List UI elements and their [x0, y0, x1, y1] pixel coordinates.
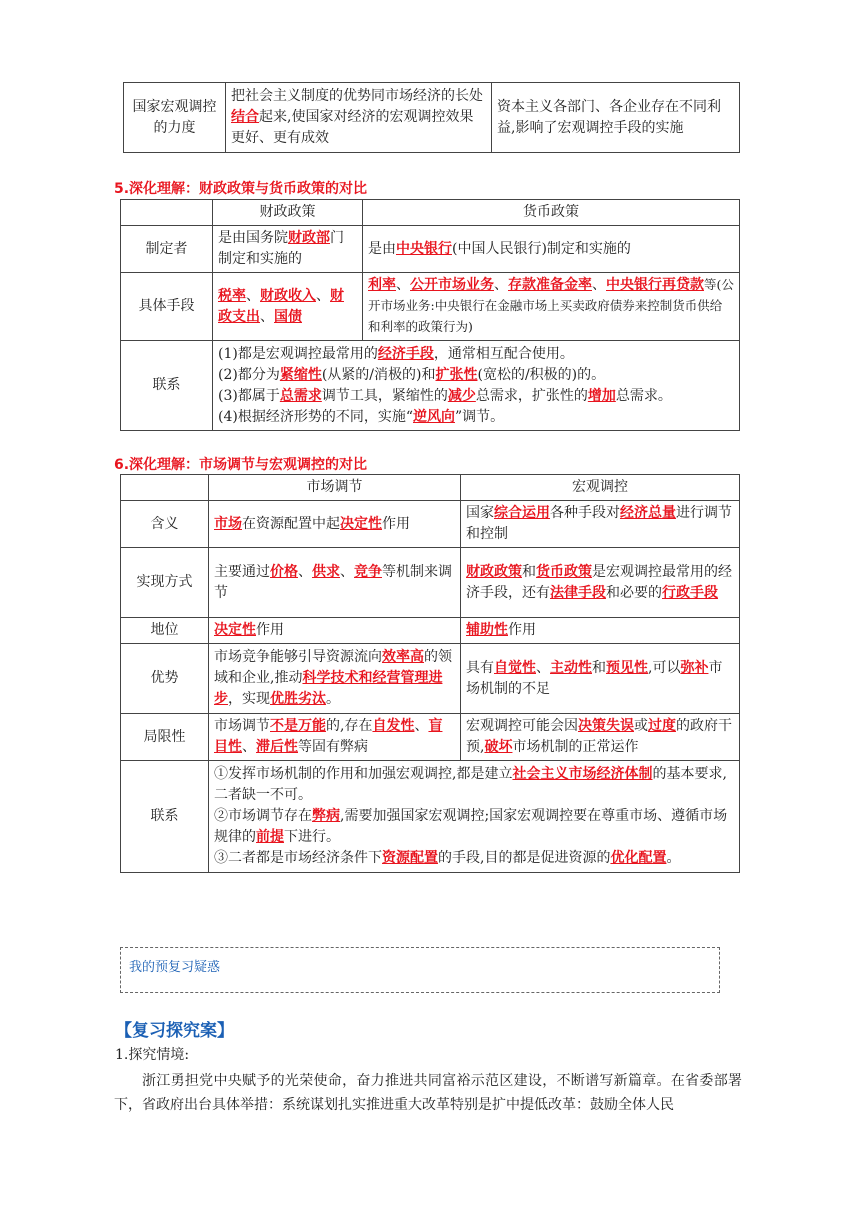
link-line-1: [214, 764, 734, 806]
cell: [461, 714, 740, 761]
keyword: 财政部: [288, 230, 330, 246]
text: 、: [494, 277, 508, 293]
keyword: 盲目性: [214, 718, 443, 755]
text: ,需要加强国家宏观调控;国家宏观调控要在尊重市场、遵循市场规律的: [214, 808, 728, 845]
text: 的政府干预,: [466, 718, 732, 755]
cell: [461, 501, 740, 548]
text: ”调节。: [455, 408, 505, 425]
table-row: [121, 618, 740, 644]
keyword: 经济总量: [620, 505, 676, 521]
text: 是宏观调控最常用的经济手段，还有: [466, 563, 732, 601]
keyword: 滞后性: [256, 739, 298, 755]
intensity-comparison-table: [123, 82, 740, 153]
keyword: 总需求: [279, 387, 322, 404]
text: 具有: [466, 659, 494, 676]
text: 作用: [382, 515, 410, 532]
situation-paragraph: 浙江勇担党中央赋予的光荣使命，奋力推进共同富裕示范区建设，不断谱写新篇章。在省委部署下，省政府出台具体举措：系统谋划扎实推进重大改革特别是扩中提低改革：鼓励全体人民: [114, 1073, 742, 1113]
text: 门制定和实施的: [218, 230, 344, 267]
row-label: 联系: [121, 761, 209, 873]
text: 调节工具，紧缩性的: [321, 387, 448, 404]
text: 。: [666, 850, 681, 866]
keyword: 科学技术和经营管理进步: [214, 670, 443, 707]
table-row: [121, 501, 740, 548]
link-line-2: [214, 806, 734, 848]
header-empty: [121, 475, 209, 501]
text: ③二者都是市场经济条件下: [214, 850, 382, 866]
keyword: 综合运用: [494, 505, 550, 521]
cell: [209, 618, 461, 644]
keyword: 市场: [214, 515, 242, 532]
text: 的基本要求,二者缺一不可。: [214, 766, 727, 803]
keyword: 逆风向: [413, 408, 455, 425]
cell: [363, 273, 740, 341]
text: 作用: [256, 622, 284, 638]
fiscal-monetary-table: [120, 199, 740, 431]
keyword: 中央银行: [396, 240, 452, 257]
row-label: 具体手段: [121, 273, 213, 341]
table-row: [121, 644, 740, 714]
text: 、: [592, 277, 606, 293]
row-label: 实现方式: [121, 548, 209, 618]
text: 、: [316, 287, 330, 304]
keyword: 决策失误: [578, 718, 634, 734]
keyword: 供求: [312, 563, 340, 580]
text: 的手段,目的都是促进资源的: [438, 850, 611, 866]
situation-label: 1.探究情境:: [115, 1047, 190, 1063]
keyword: 存款准备金率: [508, 277, 592, 293]
keyword: 效率高: [382, 649, 424, 665]
row-label: 局限性: [121, 714, 209, 761]
text: 国家: [466, 505, 494, 521]
market-macro-table: [120, 474, 740, 873]
table-row: [121, 714, 740, 761]
text: 的领域和企业,推动: [214, 649, 452, 686]
text: 把社会主义制度的优势同市场经济的长处: [231, 88, 483, 104]
text: 和必要的: [606, 584, 662, 601]
keyword: 税率: [218, 287, 246, 304]
table-header-row: [121, 200, 740, 226]
keyword: 破坏: [484, 739, 513, 755]
text: (中国人民银行)制定和实施的: [452, 240, 631, 257]
keyword: 货币政策: [536, 563, 592, 580]
text: 等固有弊病: [298, 739, 368, 755]
keyword: 社会主义市场经济体制: [512, 766, 653, 782]
keyword: 资源配置: [382, 850, 438, 866]
text: 下进行。: [284, 829, 340, 845]
text: 、: [396, 277, 410, 293]
text: 、: [414, 718, 429, 734]
row-header: 国家宏观调控的力度: [124, 83, 226, 153]
header-empty: [121, 200, 213, 226]
table-row: [121, 548, 740, 618]
keyword: 财政收入: [260, 287, 316, 304]
pre-review-doubt-box[interactable]: [120, 947, 720, 993]
text: (宽松的/积极的)的。: [477, 366, 606, 383]
text: 市场机制的不足: [466, 659, 723, 697]
text: ①发挥市场机制的作用和加强宏观调控,都是建立: [214, 766, 513, 782]
text: 作用: [508, 622, 536, 638]
table-row: [121, 273, 740, 341]
cell: [461, 644, 740, 714]
text: 在资源配置中起: [242, 515, 340, 532]
keyword: 经济手段: [377, 345, 434, 362]
text: 是由国务院: [218, 230, 288, 246]
link-line-4: [218, 407, 734, 428]
text: (2)都分为: [218, 366, 280, 383]
keyword: 弊病: [312, 808, 340, 824]
row-label: 制定者: [121, 226, 213, 273]
keyword: 自觉性: [494, 659, 536, 676]
cell: [209, 548, 461, 618]
text: 、: [260, 308, 274, 325]
text: (从紧的/消极的)和: [321, 366, 436, 383]
cell: [363, 226, 740, 273]
text: 市场竞争能够引导资源流向: [214, 649, 382, 665]
text: 起来,使国家对经济的宏观调控效果更好、更有成效: [231, 109, 474, 146]
text: ，实现: [228, 691, 270, 707]
text: 的,存在: [326, 718, 373, 734]
header-macro: 宏观调控: [461, 475, 740, 501]
text: 市场调节: [214, 718, 270, 734]
table-header-row: [121, 475, 740, 501]
cell: [461, 618, 740, 644]
keyword: 前提: [256, 829, 284, 845]
text: ,可以: [648, 659, 681, 676]
keyword: 过度: [648, 718, 676, 734]
section-5-title: 5.深化理解：财政政策与货币政策的对比: [114, 181, 368, 197]
cell: [209, 644, 461, 714]
text: (1)都是宏观调控最常用的: [218, 345, 378, 362]
keyword: 利率: [368, 277, 396, 293]
doubt-box-label: 我的预复习疑惑: [129, 960, 221, 975]
text: 和: [592, 659, 606, 676]
text: ，通常相互配合使用。: [433, 345, 574, 362]
text: 、: [340, 563, 354, 580]
table-row: [121, 761, 740, 873]
keyword: 减少: [447, 387, 476, 404]
keyword: 不是万能: [270, 718, 326, 734]
text: 和: [522, 563, 536, 580]
text: 进行调节和控制: [466, 505, 732, 542]
keyword: 预见性: [606, 659, 648, 676]
keyword: 法律手段: [550, 584, 606, 601]
text: 、: [536, 659, 550, 676]
keyword: 结合: [231, 109, 259, 125]
text: 宏观调控可能会因: [466, 718, 578, 734]
keyword: 财政政策: [466, 563, 522, 580]
text: 、: [298, 563, 312, 580]
keyword: 决定性: [214, 622, 256, 638]
section-6-title: 6.深化理解：市场调节与宏观调控的对比: [114, 457, 368, 473]
socialist-cell: [226, 83, 492, 153]
link-cell: [213, 341, 740, 431]
keyword: 优胜劣汰: [270, 691, 326, 707]
text: ②市场调节存在: [214, 808, 312, 824]
keyword: 增加: [587, 387, 616, 404]
keyword: 竞争: [354, 563, 382, 580]
keyword: 扩张性: [435, 366, 478, 383]
table-row: [124, 83, 740, 153]
keyword: 公开市场业务: [410, 277, 494, 293]
cell: [461, 548, 740, 618]
text: 是由: [368, 240, 396, 257]
link-line-3: [218, 386, 734, 407]
header-market: 市场调节: [209, 475, 461, 501]
cell: [213, 226, 363, 273]
link-cell: [209, 761, 740, 873]
note: 等(公开市场业务:中央银行在金融市场上买卖政府债券来控制货币供给和利率的政策行为): [368, 277, 734, 334]
text: 总需求，扩张性的: [475, 387, 588, 404]
row-label: 含义: [121, 501, 209, 548]
table-row: [121, 226, 740, 273]
row-label: 联系: [121, 341, 213, 431]
keyword: 自发性: [372, 718, 415, 734]
link-line-3: [214, 848, 734, 869]
keyword: 财政支出: [218, 287, 344, 325]
header-monetary: 货币政策: [363, 200, 740, 226]
text: (4)根据经济形势的不同，实施“: [218, 408, 413, 425]
cell: [209, 501, 461, 548]
text: 各种手段对: [550, 505, 620, 521]
text: 市场机制的正常运作: [512, 739, 639, 755]
review-section-title: 【复习探究案】: [115, 1021, 234, 1041]
text: 等机制来调节: [214, 563, 452, 601]
link-line-1: [218, 344, 734, 365]
table-row: [121, 341, 740, 431]
header-fiscal: 财政政策: [213, 200, 363, 226]
keyword: 紧缩性: [279, 366, 322, 383]
capitalist-cell: 资本主义各部门、各企业存在不同利益,影响了宏观调控手段的实施: [492, 83, 740, 153]
text: 总需求。: [615, 387, 672, 404]
keyword: 行政手段: [662, 584, 718, 601]
keyword: 价格: [270, 563, 298, 580]
link-line-2: [218, 365, 734, 386]
text: (3)都属于: [218, 387, 280, 404]
text: 、: [242, 739, 256, 755]
keyword: 弥补: [680, 659, 709, 676]
cell: [209, 714, 461, 761]
cell: [213, 273, 363, 341]
row-label: 地位: [121, 618, 209, 644]
keyword: 国债: [274, 308, 302, 325]
text: 主要通过: [214, 563, 270, 580]
keyword: 中央银行再贷款: [606, 277, 704, 293]
text: 、: [246, 287, 260, 304]
row-label: 优势: [121, 644, 209, 714]
text: 或: [634, 718, 648, 734]
keyword: 决定性: [340, 515, 382, 532]
keyword: 优化配置: [610, 850, 667, 866]
keyword: 主动性: [550, 659, 592, 676]
keyword: 辅助性: [466, 622, 508, 638]
text: 。: [326, 691, 340, 707]
